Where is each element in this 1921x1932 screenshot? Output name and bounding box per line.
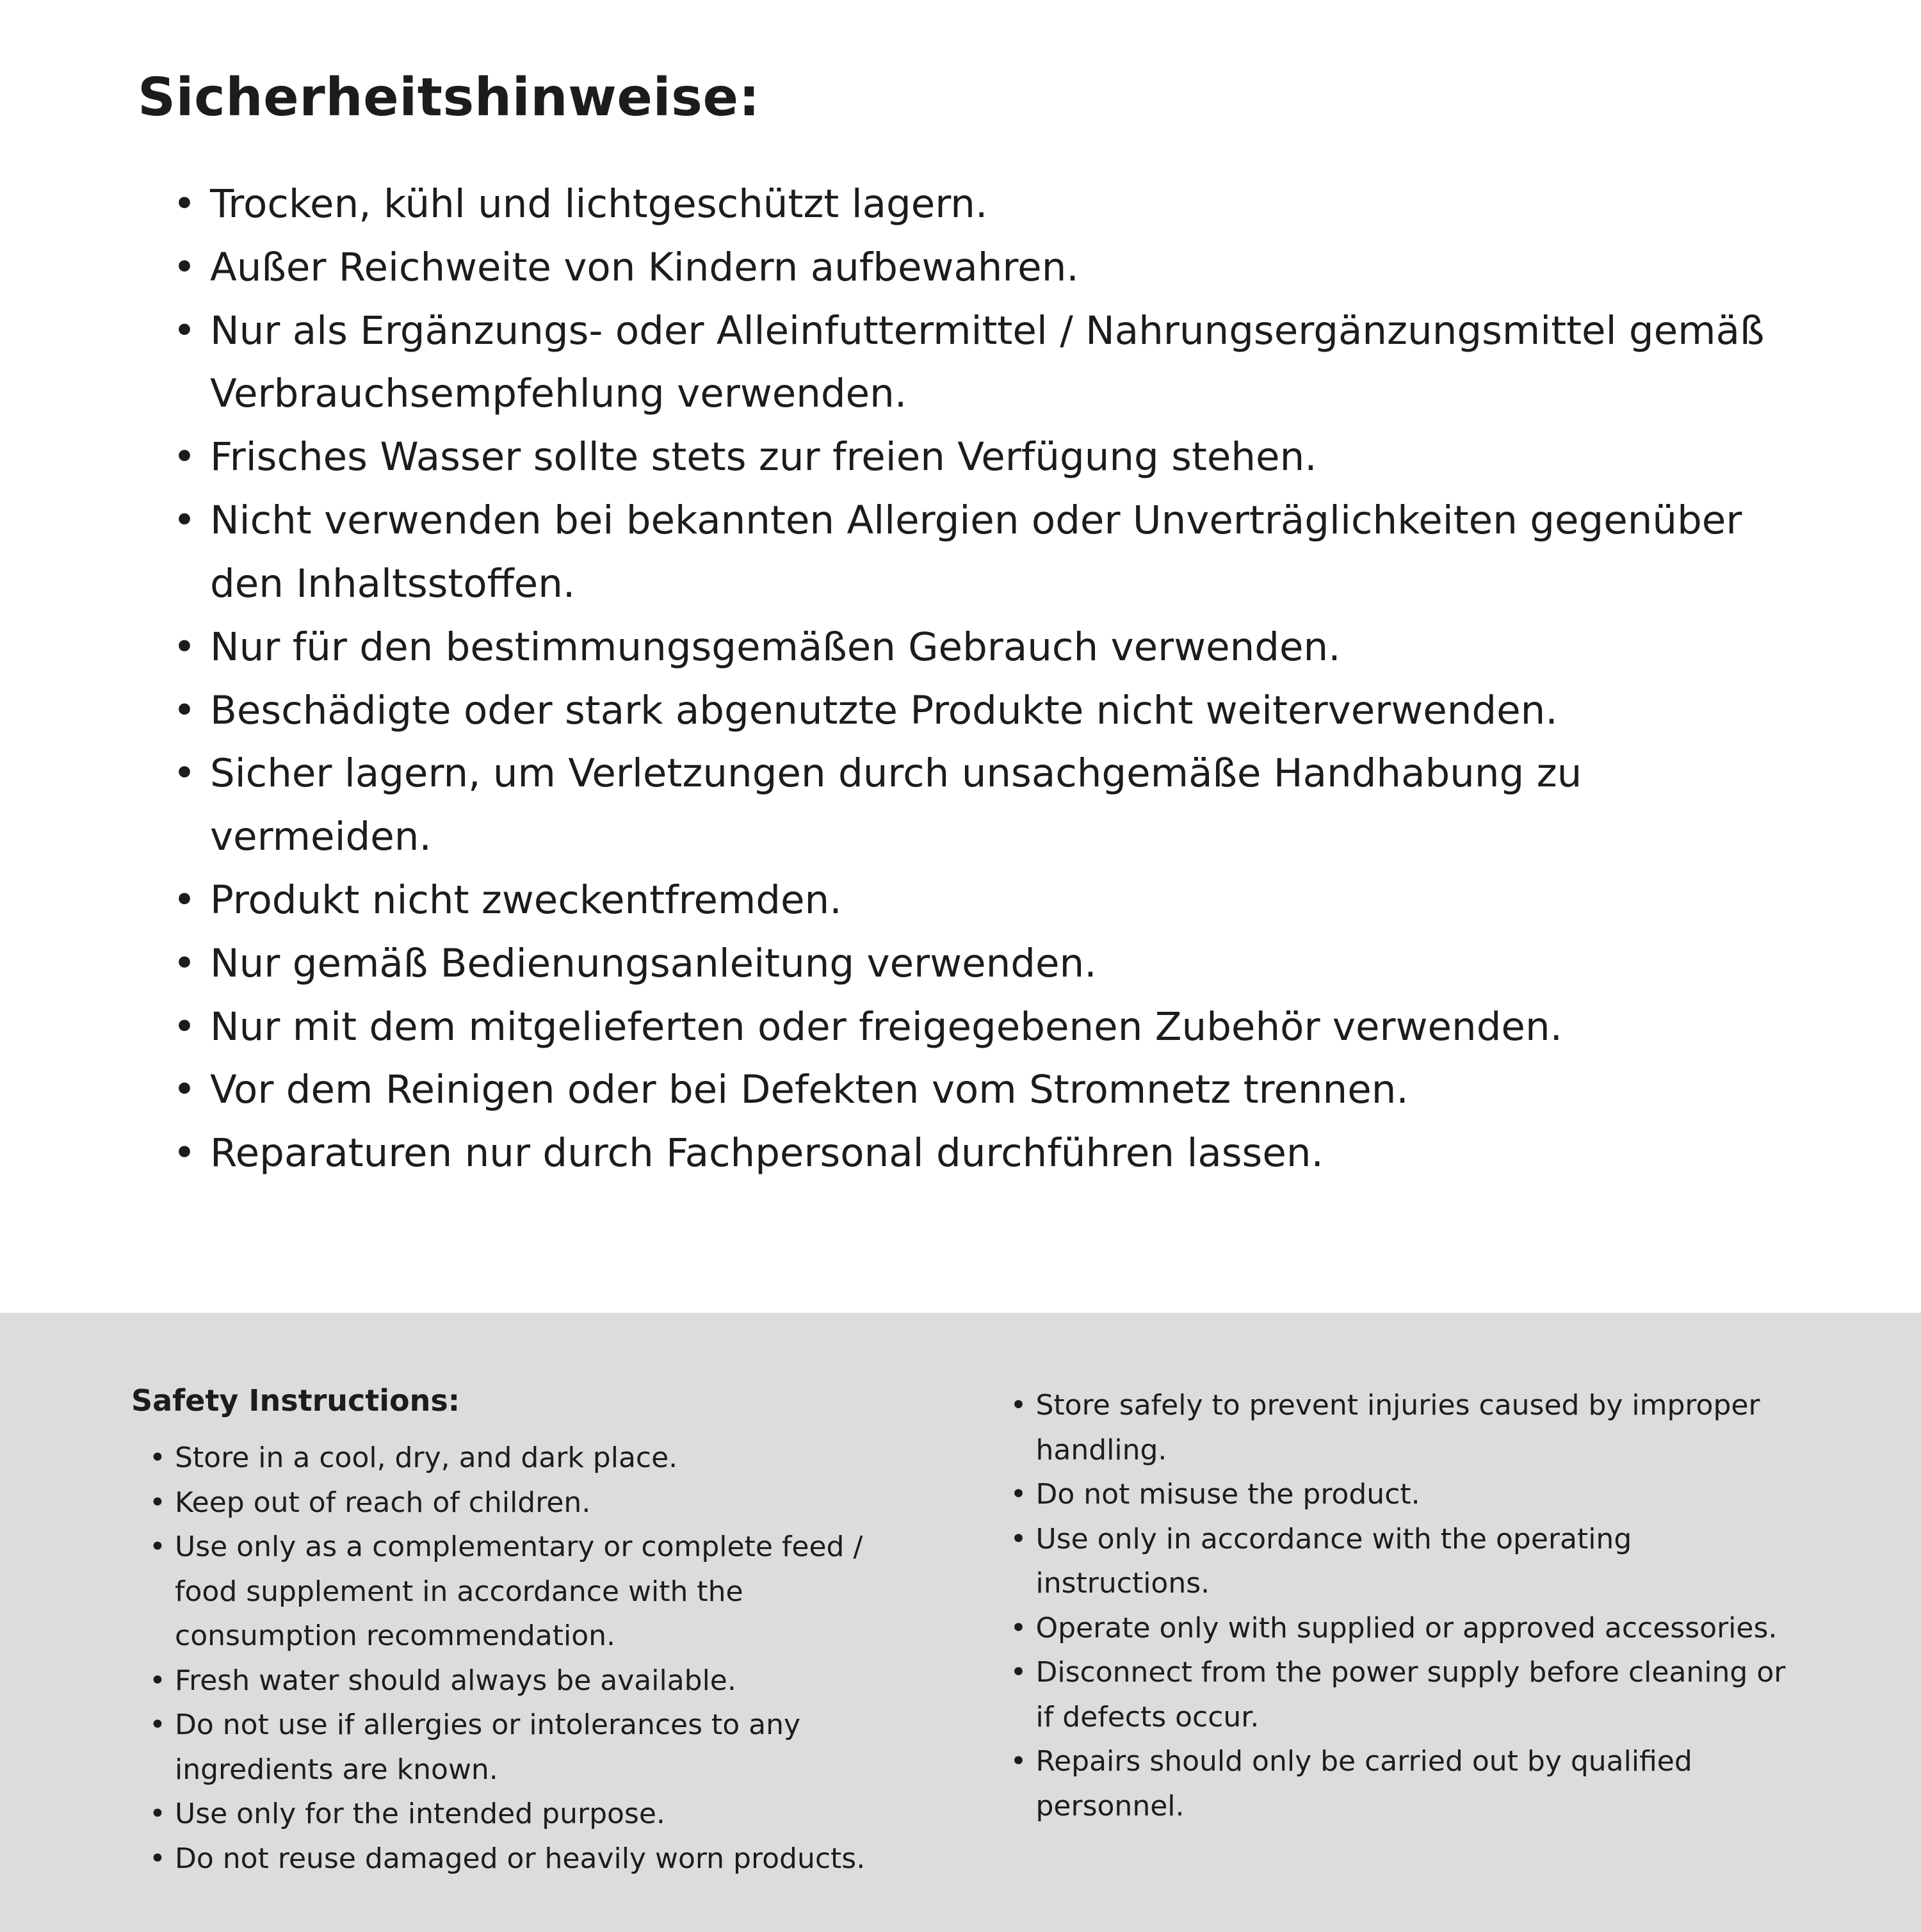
list-item-text: Nur mit dem mitgelieferten oder freigegebenen Zubehör verwenden. — [210, 1003, 1563, 1050]
list-item-text: Nur gemäß Bedienungsanleitung verwenden. — [210, 940, 1097, 986]
bullet-icon: • — [1010, 1656, 1027, 1689]
list-item-text: Nicht verwenden bei bekannten Allergien oder Unverträglichkeiten gegenüber den Inhaltsstoffen. — [210, 498, 1742, 606]
list-item-text: Store in a cool, dry, and dark place. — [175, 1441, 678, 1474]
list-item — [149, 1525, 934, 1659]
list-item-text: Sicher lagern, um Verletzungen durch unsachgemäße Handhabung zu vermeiden. — [210, 751, 1582, 860]
bullet-icon: • — [149, 1798, 166, 1831]
list-item-text: Repairs should only be carried out by qualified personnel. — [1035, 1745, 1692, 1822]
bullet-icon: • — [149, 1709, 166, 1742]
german-bullet-list — [173, 173, 1793, 1185]
list-item — [173, 489, 1793, 616]
list-item-text: Do not reuse damaged or heavily worn products. — [175, 1842, 866, 1875]
list-item-text: Nur als Ergänzungs- oder Alleinfuttermittel / Nahrungsergänzungsmittel gemäß Verbrauchsempfehlung verwenden. — [210, 307, 1765, 417]
english-left-column — [131, 1383, 934, 1881]
bullet-icon: • — [1010, 1522, 1027, 1555]
list-item — [173, 300, 1793, 426]
english-right-column — [1010, 1383, 1813, 1881]
bullet-icon: • — [149, 1530, 166, 1564]
bullet-icon: • — [149, 1842, 166, 1875]
bullet-icon: • — [173, 877, 196, 923]
list-item-text: Use only in accordance with the operating instructions. — [1035, 1522, 1632, 1600]
list-item — [1010, 1517, 1813, 1606]
bullet-icon: • — [173, 498, 196, 544]
list-item-text: Do not misuse the product. — [1035, 1478, 1420, 1511]
bullet-icon: • — [173, 1003, 196, 1050]
list-item — [149, 1837, 934, 1881]
bullet-icon: • — [173, 687, 196, 733]
list-item — [1010, 1650, 1813, 1739]
list-item — [1010, 1739, 1813, 1828]
bullet-icon: • — [173, 307, 196, 353]
list-item-text: Operate only with supplied or approved accessories. — [1035, 1611, 1778, 1644]
list-item — [149, 1481, 934, 1525]
bullet-icon: • — [1010, 1611, 1027, 1644]
list-item — [173, 996, 1793, 1059]
list-item — [149, 1659, 934, 1703]
bullet-icon: • — [149, 1664, 166, 1697]
bullet-icon: • — [1010, 1745, 1027, 1778]
bullet-icon: • — [173, 1130, 196, 1176]
list-item — [149, 1703, 934, 1792]
bullet-icon: • — [173, 624, 196, 670]
list-item-text: Produkt nicht zweckentfremden. — [210, 877, 842, 923]
english-section — [0, 1313, 1921, 1932]
list-item — [173, 1059, 1793, 1122]
list-item-text: Nur für den bestimmungsgemäßen Gebrauch verwenden. — [210, 624, 1341, 670]
list-item-text: Disconnect from the power supply before cleaning or if defects occur. — [1035, 1656, 1786, 1733]
list-item-text: Store safely to prevent injuries caused by improper handling. — [1035, 1389, 1760, 1466]
list-item — [173, 173, 1793, 236]
list-item — [173, 742, 1793, 869]
bullet-icon: • — [149, 1441, 166, 1474]
list-item — [173, 869, 1793, 932]
bullet-icon: • — [173, 1067, 196, 1113]
list-item-text: Außer Reichweite von Kindern aufbewahren. — [210, 244, 1079, 290]
list-item-text: Use only for the intended purpose. — [175, 1798, 665, 1831]
list-item-text: Do not use if allergies or intolerances to any ingredients are known. — [175, 1709, 801, 1786]
list-item — [173, 1122, 1793, 1185]
list-item — [1010, 1472, 1813, 1517]
bullet-icon: • — [173, 181, 196, 227]
list-item — [149, 1436, 934, 1481]
list-item — [173, 932, 1793, 996]
bullet-icon: • — [173, 244, 196, 290]
list-item — [173, 236, 1793, 300]
bullet-icon: • — [1010, 1478, 1027, 1511]
bullet-icon: • — [173, 434, 196, 480]
german-title: Sicherheitshinweise: — [138, 67, 760, 128]
list-item-text: Vor dem Reinigen oder bei Defekten vom Stromnetz trennen. — [210, 1067, 1409, 1113]
list-item — [1010, 1606, 1813, 1651]
english-columns — [131, 1383, 1812, 1881]
english-left-bullet-list — [149, 1436, 934, 1881]
english-title: Safety Instructions: — [131, 1383, 460, 1418]
bullet-icon: • — [1010, 1389, 1027, 1422]
list-item-text: Trocken, kühl und lichtgeschützt lagern. — [210, 181, 988, 227]
bullet-icon: • — [173, 751, 196, 797]
list-item-text: Beschädigte oder stark abgenutzte Produkte nicht weiterverwenden. — [210, 687, 1558, 733]
list-item-text: Fresh water should always be available. — [175, 1664, 736, 1697]
list-item — [149, 1792, 934, 1837]
bullet-icon: • — [149, 1486, 166, 1519]
bullet-icon: • — [173, 940, 196, 986]
list-item-text: Reparaturen nur durch Fachpersonal durchführen lassen. — [210, 1130, 1324, 1176]
list-item — [173, 426, 1793, 489]
english-right-bullet-list — [1010, 1383, 1813, 1828]
list-item — [173, 679, 1793, 743]
list-item — [173, 616, 1793, 679]
list-item — [1010, 1383, 1813, 1472]
list-item-text: Use only as a complementary or complete feed / food supplement in accordance with the consumption recommendation. — [175, 1530, 863, 1653]
list-item-text: Frisches Wasser sollte stets zur freien Verfügung stehen. — [210, 434, 1317, 480]
list-item-text: Keep out of reach of children. — [175, 1486, 591, 1519]
